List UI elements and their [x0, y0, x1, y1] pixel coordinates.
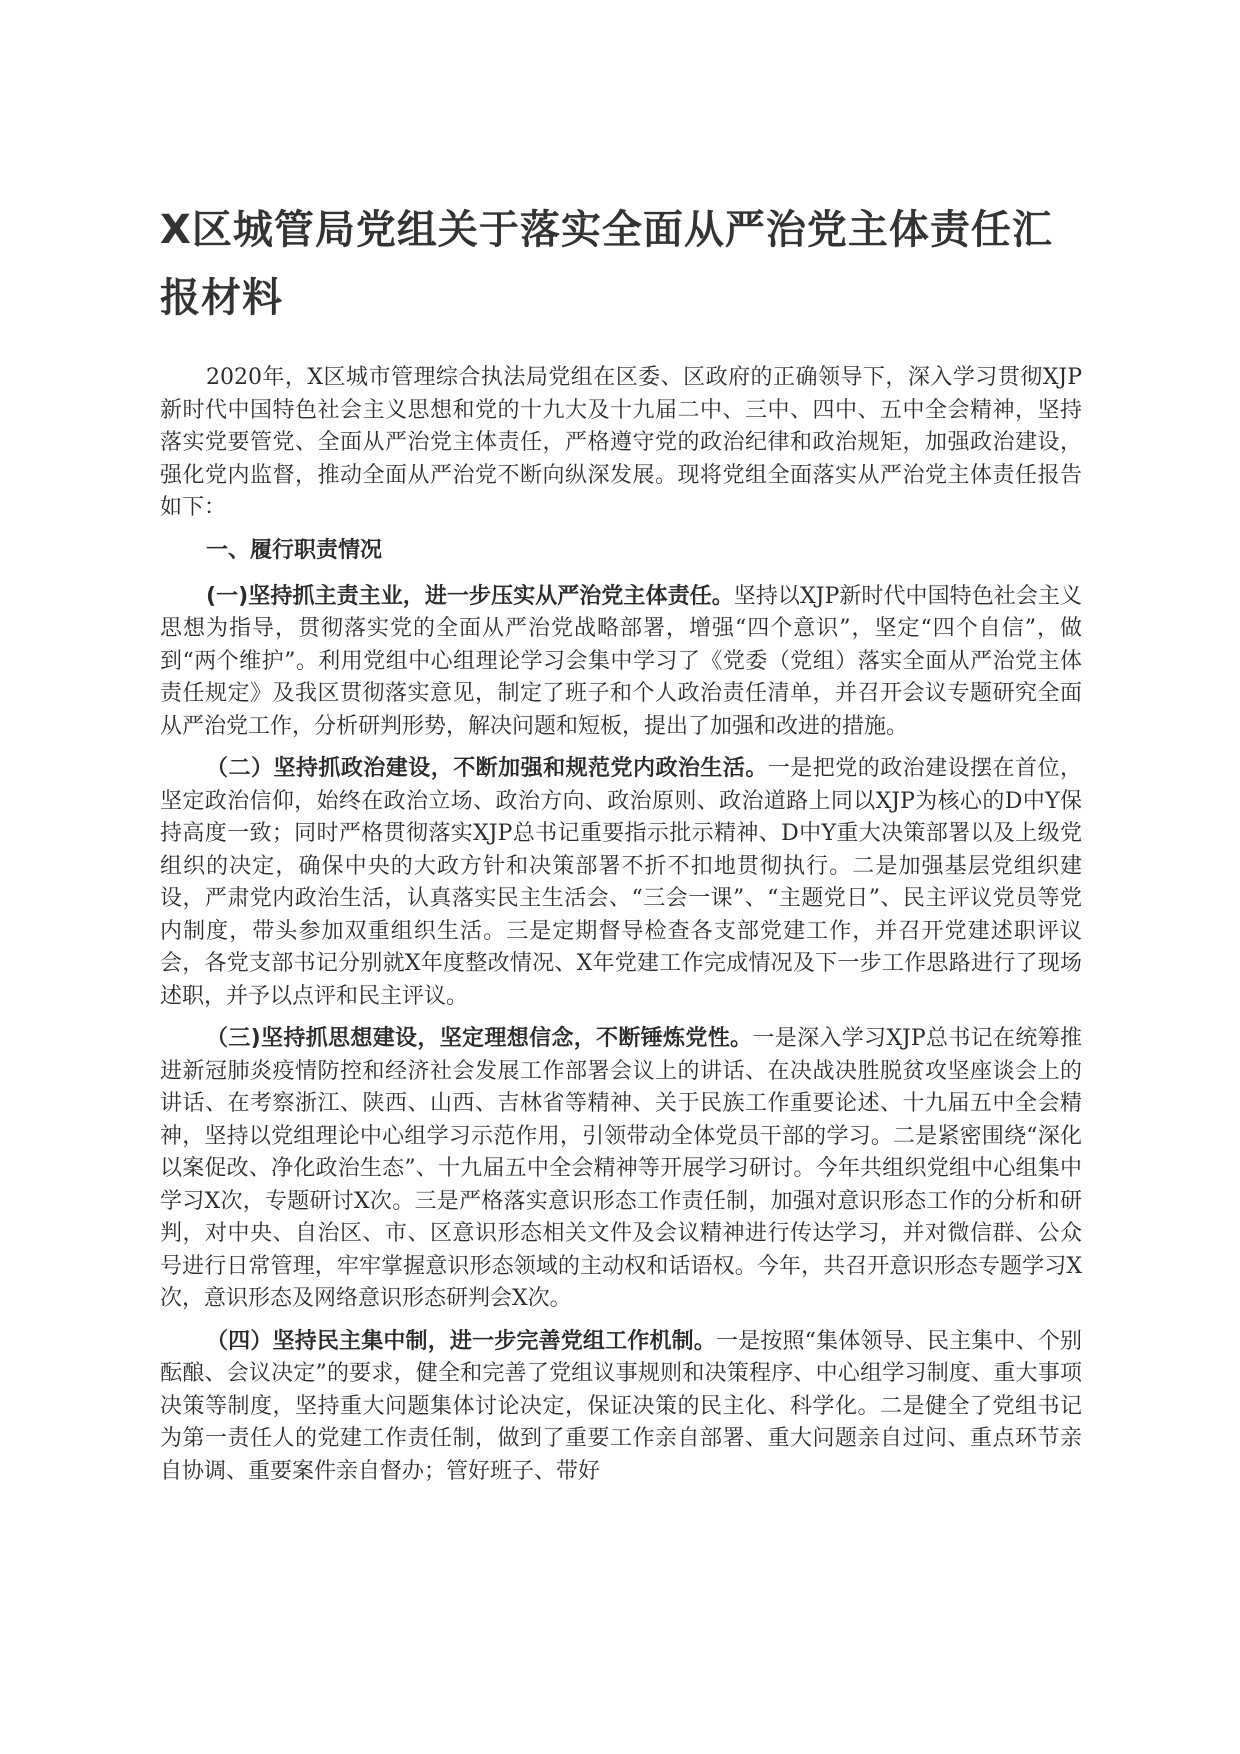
intro-paragraph: 2020年，X区城市管理综合执法局党组在区委、区政府的正确领导下，深入学习贯彻XJP新时代中国特色社会主义思想和党的十九大及十九届二中、三中、四中、五中全会精神，坚持落实党要管党、全面从严治党主体责任，严格遵守党的政治纪律和政治规矩，加强政治建设，强化党内监督，推动全面从严治党不断向纵深发展。现将党组全面落实从严治党主体责任报告如下： — [160, 365, 1082, 520]
item-lead-3: （三)坚持抓思想建设，坚定理想信念，不断锤炼党性。 — [206, 1026, 753, 1051]
item-body-4: 一是按照“集体领导、民主集中、个别酝酿、会议决定”的要求，健全和完善了党组议事规则和决策程序、中心组学习制度、重大事项决策等制度，坚持重大问题集体讨论决定，保证决策的民主化、科学化。二是健全了党组书记为第一责任人的党建工作责任制，做到了重要工作亲自部署、重大问题亲自过问、重点环节亲自协调、重要案件亲自督办；管好班子、带好 — [160, 1328, 1082, 1484]
document-page — [160, 196, 1082, 1498]
document-title: X区城管局党组关于落实全面从严治党主体责任汇报材料 — [160, 207, 1053, 321]
item-lead-2: （二）坚持抓政治建设，不断加强和规范党内政治生活。 — [206, 756, 768, 781]
section-heading: 一、履行职责情况 — [206, 537, 383, 563]
item-paragraph-2 — [160, 753, 1082, 1013]
item-body-2: 一是把党的政治建设摆在首位，坚定政治信仰，始终在政治立场、政治方向、政治原则、政治道路上同以XJP为核心的D中Y保持高度一致；同时严格贯彻落实XJP总书记重要指示批示精神、D中Y重大决策部署以及上级党组织的决定，确保中央的大政方针和决策部署不折不扣地贯彻执行。二是加强基层党组织建设，严肃党内政治生活，认真落实民主生活会、“三会一课”、“主题党日”、民主评议党员等党内制度，带头参加双重组织生活。三是定期督导检查各支部党建工作，并召开党建述职评议会，各党支部书记分别就X年度整改情况、X年党建工作完成情况及下一步工作思路进行了现场述职，并予以点评和民主评议。 — [160, 756, 1082, 1009]
item-lead-4: （四）坚持民主集中制，进一步完善党组工作机制。 — [206, 1328, 716, 1354]
item-body-3: 一是深入学习XJP总书记在统筹推进新冠肺炎疫情防控和经济社会发展工作部署会议上的讲话、在决战决胜脱贫攻坚座谈会上的讲话、在考察浙江、陕西、山西、吉林省等精神、关于民族工作重要论述、十九届五中全会精神，坚持以党组理论中心组学习示范作用，引领带动全体党员干部的学习。二是紧密围绕“深化以案促改、净化政治生态”、十九届五中全会精神等开展学习研讨。今年共组织党组中心组集中学习X次，专题研讨X次。三是严格落实意识形态工作责任制，加强对意识形态工作的分析和研判，对中央、自治区、市、区意识形态相关文件及会议精神进行传达学习，并对微信群、公众号进行日常管理，牢牢掌握意识形态领域的主动权和话语权。今年，共召开意识形态专题学习X次，意识形态及网络意识形态研判会X次。 — [160, 1026, 1082, 1311]
item-paragraph-3 — [160, 1023, 1082, 1316]
item-lead-1: (一)坚持抓主责主业，进一步压实从严治党主体责任。 — [206, 583, 734, 609]
item-body-1: 坚持以XJP新时代中国特色社会主义思想为指导，贯彻落实党的全面从严治党战略部署，增强“四个意识”，坚定“四个自信”，做到“两个维护”。利用党组中心组理论学习会集中学习了《党委（党组）落实全面从严治党主体责任规定》及我区贯彻落实意见，制定了班子和个人政治责任清单，并召开会议专题研究全面从严治党工作，分析研判形势，解决问题和短板，提出了加强和改进的措施。 — [160, 583, 1082, 739]
item-paragraph-4 — [160, 1326, 1082, 1489]
item-paragraph-1 — [160, 581, 1082, 744]
